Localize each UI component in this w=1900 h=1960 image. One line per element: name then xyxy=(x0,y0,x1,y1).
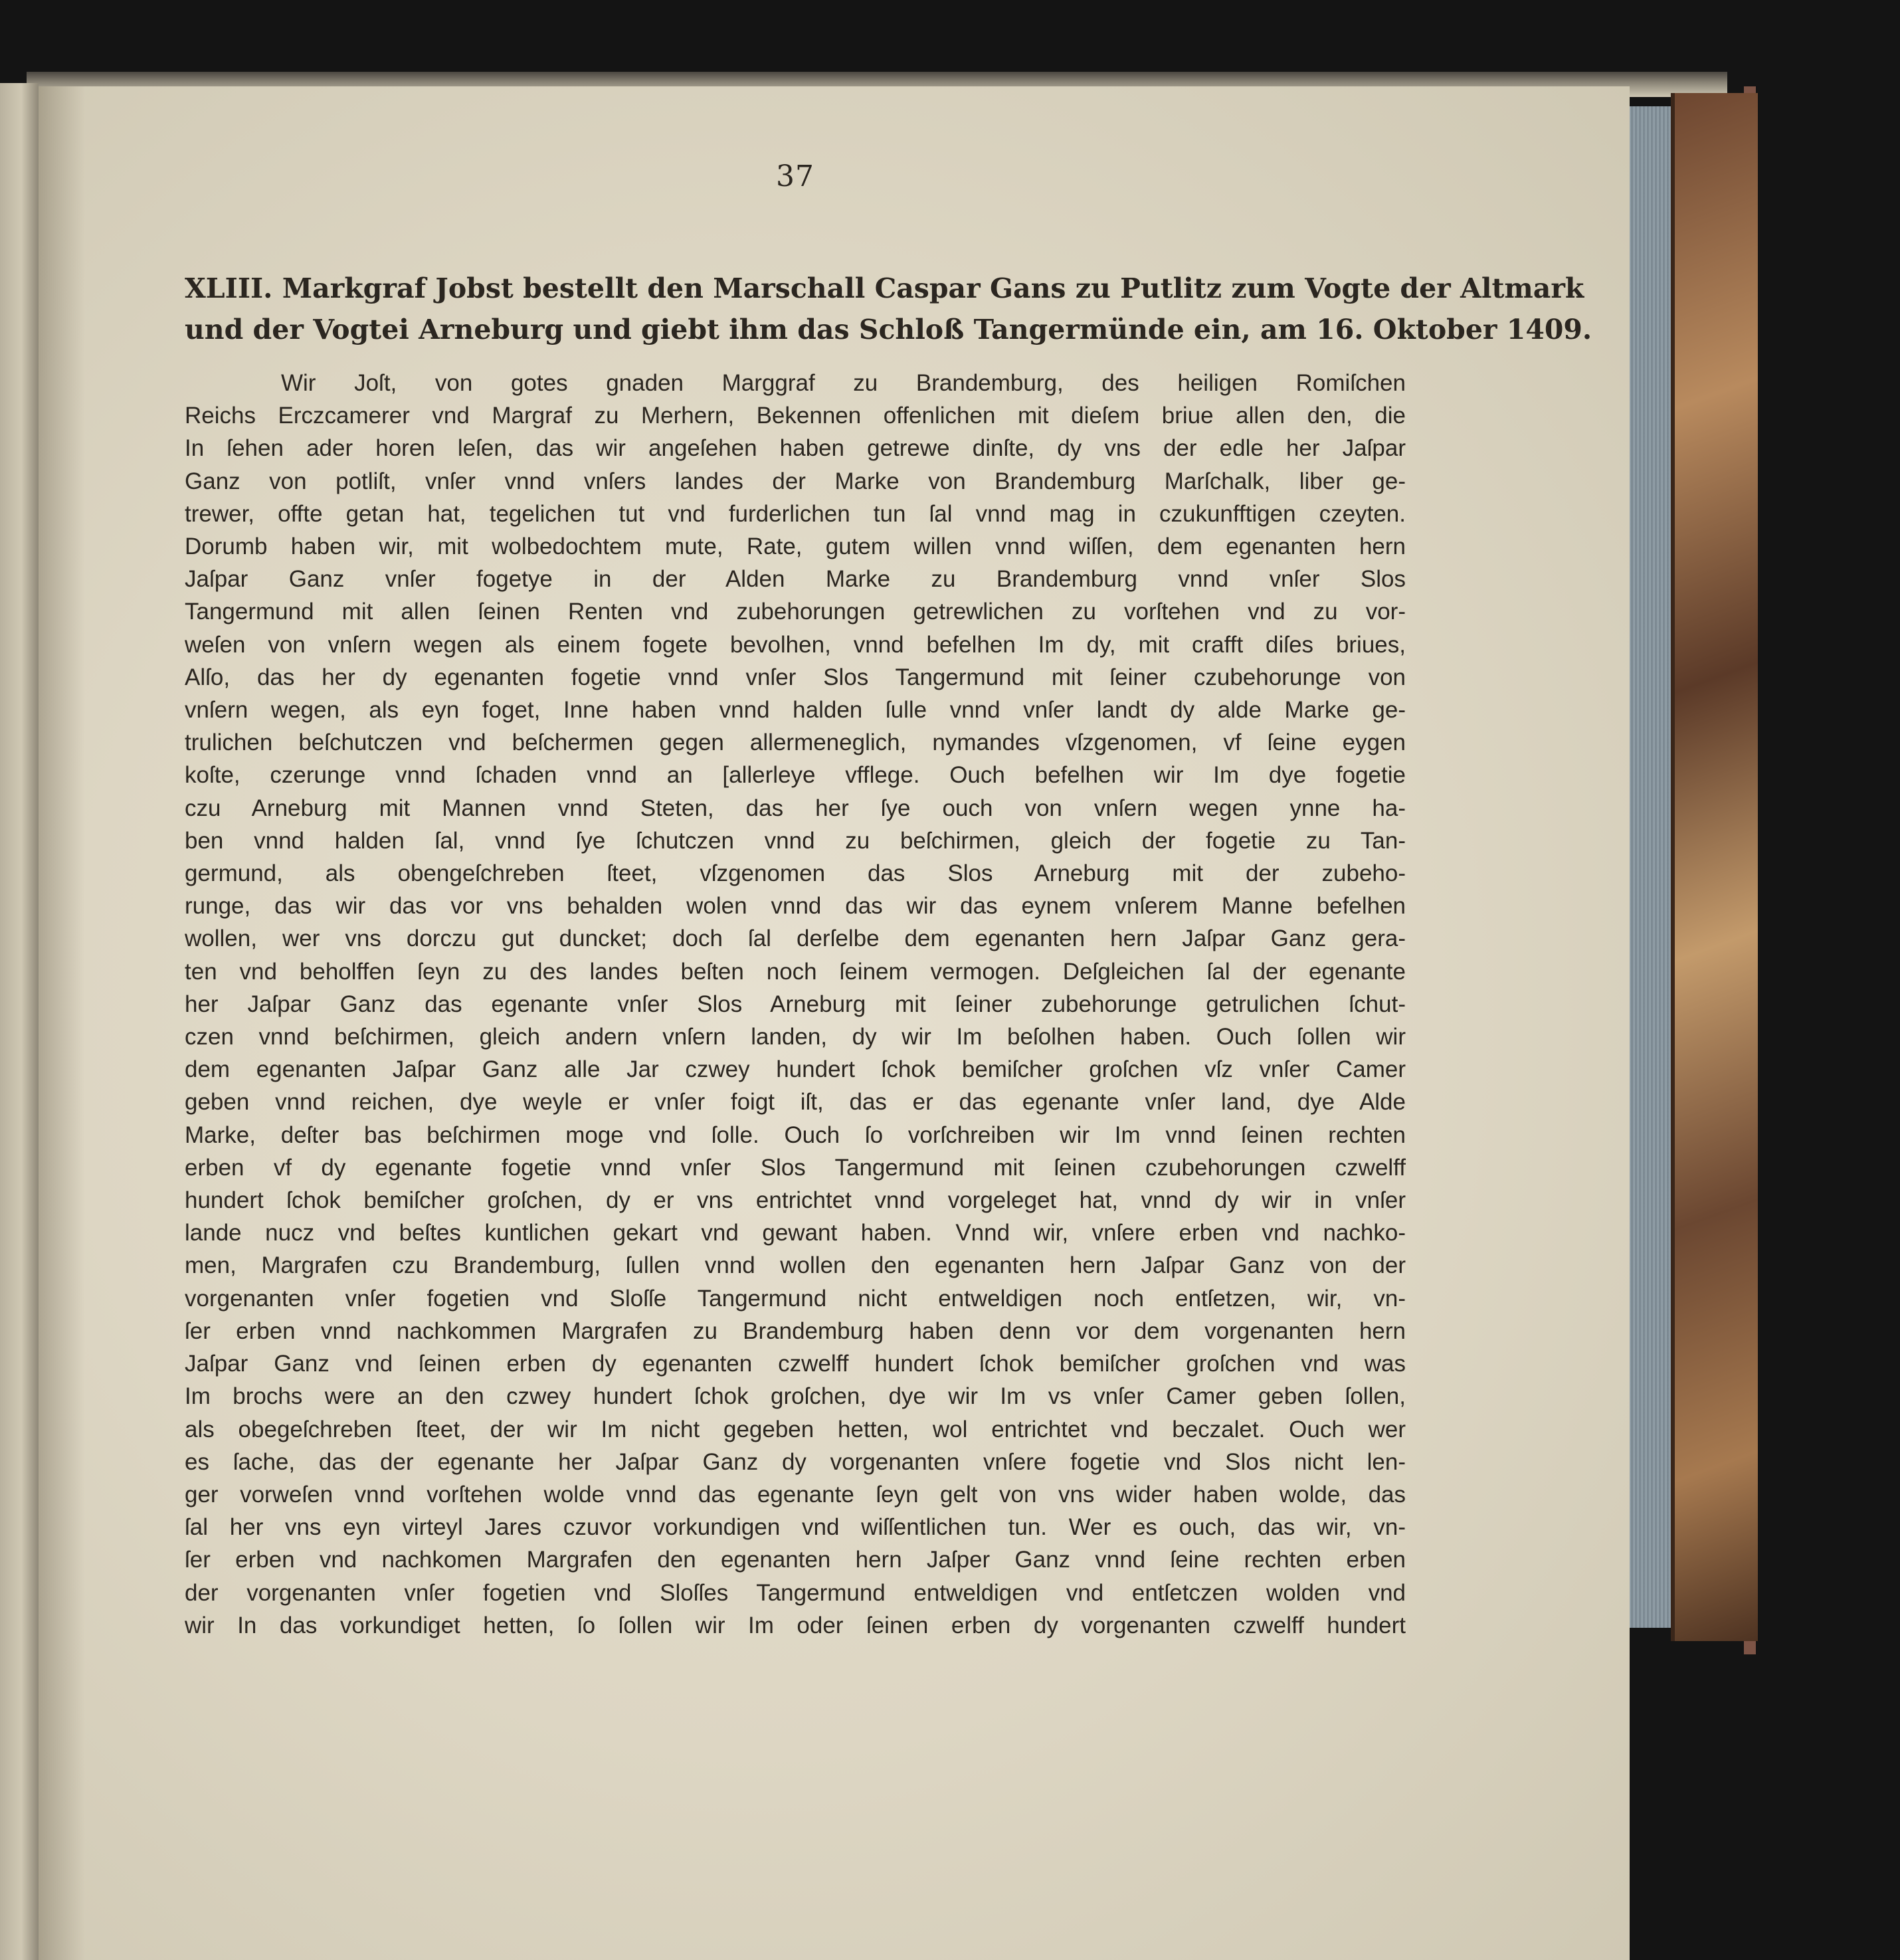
marbled-cover xyxy=(1671,93,1758,1641)
body-line: her Jaſpar Ganz das egenante vnſer Slos Arneburg mit ſeiner zubehorunge getrulichen ſchut- xyxy=(185,991,1406,1017)
body-line: wollen, wer vns dorczu gut duncket; doch ſal derſelbe dem egenanten hern Jaſpar Ganz gera- xyxy=(185,926,1406,952)
body-line: trewer, offte getan hat, tegelichen tut vnd furderlichen tun ſal vnnd mag in czukunfftigen czeyten. xyxy=(185,500,1406,527)
body-line: ſal her vns eyn virteyl Jares czuvor vorkundigen vnd wiſſentlichen tun. Wer es ouch, das wir, vn- xyxy=(185,1514,1406,1541)
heading-line: und der Vogtei Arneburg und giebt ihm das Schloß Tangermünde ein, am 16. Oktober 1409. xyxy=(185,314,1592,345)
body-line: trulichen beſchutczen vnd beſchermen gegen allermeneglich, nymandes vſzgenomen, vf ſeine eygen xyxy=(185,730,1406,756)
body-line: ſer erben vnnd nachkommen Margrafen zu Brandemburg haben denn vor dem vorgenanten hern xyxy=(185,1318,1406,1344)
body-line: In ſehen ader horen leſen, das wir angeſehen haben getrewe dinſte, dy vns der edle her Jaſpar xyxy=(185,435,1406,462)
page-fore-edge xyxy=(1624,106,1671,1628)
body-line: koſte, czerunge vnnd ſchaden vnnd an [allerleye vfflege. Ouch befelhen wir Im dye fogetie xyxy=(185,762,1406,789)
body-line: ſer erben vnd nachkomen Margrafen den egenanten hern Jaſper Ganz vnnd ſeine rechten erben xyxy=(185,1547,1406,1573)
body-line: Reichs Erczcamerer vnd Margraf zu Merhern, Bekennen offenlichen mit dieſem briue allen den, die xyxy=(185,403,1406,429)
body-line: hundert ſchok bemiſcher groſchen, dy er vns entrichtet vnnd vorgeleget hat, vnnd dy wir in vnſer xyxy=(185,1187,1406,1214)
body-line: erben vf dy egenante fogetie vnnd vnſer Slos Tangermund mit ſeinen czubehorungen czwelff xyxy=(185,1154,1406,1181)
body-line: lande nucz vnd beſtes kuntlichen gekart vnd gewant haben. Vnnd wir, vnſere erben vnd nachko- xyxy=(185,1220,1406,1246)
body-line: ten vnd beholffen ſeyn zu des landes beſten noch ſeinem vermogen. Deſgleichen ſal der egenante xyxy=(185,958,1406,985)
body-line: czen vnnd beſchirmen, gleich andern vnſern landen, dy wir Im beſolhen haben. Ouch ſollen wir xyxy=(185,1024,1406,1050)
body-line: der vorgenanten vnſer fogetien vnd Sloſſes Tangermund entweldigen vnd entſetczen wolden vnd xyxy=(185,1579,1406,1606)
body-line: Im brochs were an den czwey hundert ſchok groſchen, dye wir Im vs vnſer Camer geben ſollen, xyxy=(185,1383,1406,1410)
body-line: runge, das wir das vor vns behalden wolen vnnd das wir das eynem vnſerem Manne befelhen xyxy=(185,893,1406,920)
body-line: Marke, deſter bas beſchirmen moge vnd ſolle. Ouch ſo vorſchreiben wir Im vnnd ſeinen rechten xyxy=(185,1122,1406,1148)
body-line: Tangermund mit allen ſeinen Renten vnd zubehorungen getrewlichen zu vorſtehen vnd zu vor- xyxy=(185,599,1406,625)
body-line: Ganz von potliſt, vnſer vnnd vnſers landes der Marke von Brandemburg Marſchalk, liber ge- xyxy=(185,468,1406,494)
page-number: 37 xyxy=(776,159,814,193)
body-line: geben vnnd reichen, dye weyle er vnſer foigt iſt, das er das egenante vnſer land, dye Alde xyxy=(185,1089,1406,1116)
document-heading xyxy=(185,268,1592,350)
heading-line: XLIII. Markgraf Jobst bestellt den Marschall Caspar Gans zu Putlitz zum Vogte der Altmark xyxy=(185,272,1584,304)
body-line: Dorumb haben wir, mit wolbedochtem mute, Rate, gutem willen vnnd wiſſen, dem egenanten hern xyxy=(185,534,1406,560)
body-line: vnſern wegen, als eyn foget, Inne haben vnnd halden ſulle vnnd vnſer landt dy alde Marke ge- xyxy=(185,697,1406,724)
body-line: weſen von vnſern wegen als einem fogete bevolhen, vnnd befelhen Im dy, mit crafft diſes briues, xyxy=(185,631,1406,658)
body-line: als obegeſchreben ſteet, der wir Im nicht gegeben hetten, wol entrichtet vnd beczalet. Ouch wer xyxy=(185,1416,1406,1442)
body-line: dem egenanten Jaſpar Ganz alle Jar czwey hundert ſchok bemiſcher groſchen vſz vnſer Camer xyxy=(185,1056,1406,1083)
previous-page-edge xyxy=(0,83,39,1960)
body-line: Jaſpar Ganz vnd ſeinen erben dy egenanten czwelff hundert ſchok bemiſcher groſchen vnd was xyxy=(185,1351,1406,1377)
body-line: czu Arneburg mit Mannen vnnd Steten, das her ſye ouch von vnſern wegen ynne ha- xyxy=(185,795,1406,821)
gutter-shadow xyxy=(39,86,85,1960)
body-line: ger vorweſen vnnd vorſtehen wolde vnnd das egenante ſeyn gelt von vns wider haben wolde, das xyxy=(185,1481,1406,1508)
body-line: es ſache, das der egenante her Jaſpar Ganz dy vorgenanten vnſere fogetie vnd Slos nicht len- xyxy=(185,1448,1406,1475)
body-line: men, Margrafen czu Brandemburg, ſullen vnnd wollen den egenanten hern Jaſpar Ganz von der xyxy=(185,1252,1406,1279)
body-line: wir In das vorkundiget hetten, ſo ſollen wir Im oder ſeinen erben dy vorgenanten czwelff hundert xyxy=(185,1612,1406,1638)
body-line: Jaſpar Ganz vnſer fogetye in der Alden Marke zu Brandemburg vnnd vnſer Slos xyxy=(185,566,1406,593)
document-body xyxy=(185,367,1406,1642)
body-line: Wir Joſt, von gotes gnaden Marggraf zu Brandemburg, des heiligen Romiſchen xyxy=(281,370,1406,396)
body-line: ben vnnd halden ſal, vnnd ſye ſchutczen vnnd zu beſchirmen, gleich der fogetie zu Tan- xyxy=(185,827,1406,854)
body-line: vorgenanten vnſer fogetien vnd Sloſſe Tangermund nicht entweldigen noch entſetzen, wir, vn- xyxy=(185,1285,1406,1312)
body-line: Alſo, das her dy egenanten fogetie vnnd vnſer Slos Tangermund mit ſeiner czubehorunge von xyxy=(185,664,1406,690)
body-line: germund, als obengeſchreben ſteet, vſzgenomen das Slos Arneburg mit der zubeho- xyxy=(185,860,1406,887)
